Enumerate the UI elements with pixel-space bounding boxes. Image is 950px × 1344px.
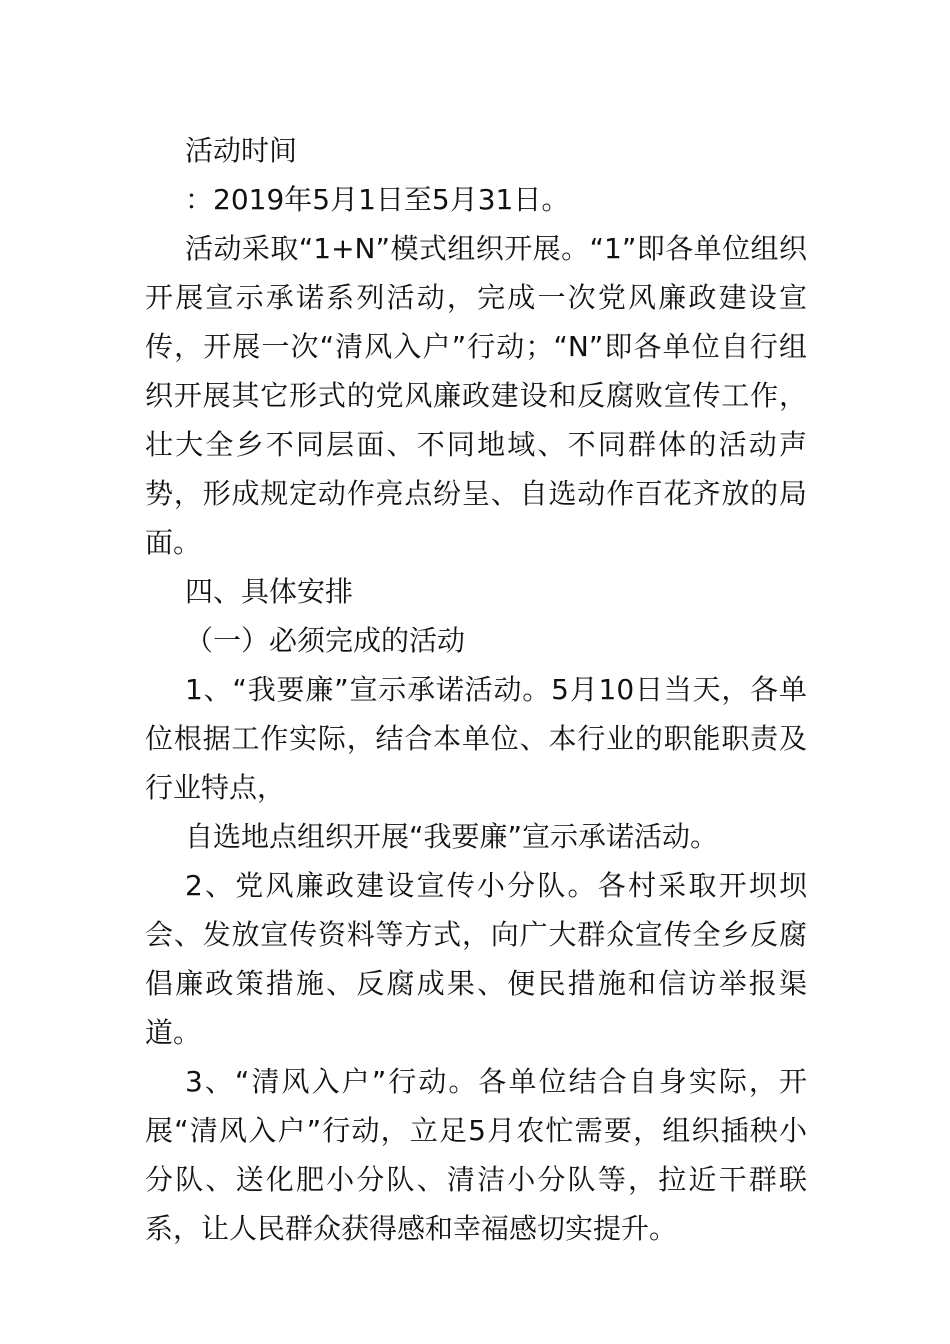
section-heading-specific-arrangements: 四、具体安排: [185, 575, 354, 608]
subsection-heading-required-activities: （一）必须完成的活动: [185, 624, 466, 657]
paragraph-activity-mode: 活动采取“1+N”模式组织开展。“1”即各单位组织开展宣示承诺系列活动，完成一次党风廉政建设宣传，开展一次“清风入户”行动；“N”即各单位自行组织开展其它形式的党风廉政建设和反腐败宣传工作，壮大全乡不同层面、不同地域、不同群体的活动声势，形成规定动作亮点纷呈、自选动作百花齐放的局面。: [145, 232, 807, 559]
paragraph-activity-time-label: 活动时间: [185, 134, 298, 167]
document-body: [145, 126, 807, 1253]
paragraph-item-1-continued: 自选地点组织开展“我要廉”宣示承诺活动。: [185, 820, 719, 853]
paragraph-activity-time-value: ：2019年5月1日至5月31日。: [185, 183, 570, 216]
paragraph-item-2: 2、党风廉政建设宣传小分队。各村采取开坝坝会、发放宣传资料等方式，向广大群众宣传全乡反腐倡廉政策措施、反腐成果、便民措施和信访举报渠道。: [145, 869, 807, 1049]
paragraph-item-1: 1、“我要廉”宣示承诺活动。5月10日当天，各单位根据工作实际，结合本单位、本行业的职能职责及行业特点，: [145, 673, 807, 804]
paragraph-item-3: 3、“清风入户”行动。各单位结合自身实际，开展“清风入户”行动，立足5月农忙需要，组织插秧小分队、送化肥小分队、清洁小分队等，拉近干群联系，让人民群众获得感和幸福感切实提升。: [145, 1065, 807, 1245]
